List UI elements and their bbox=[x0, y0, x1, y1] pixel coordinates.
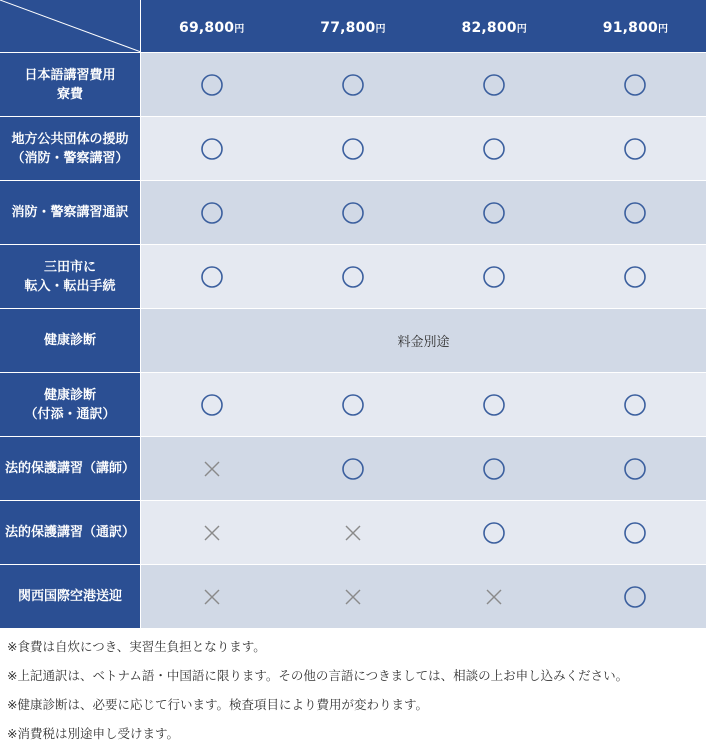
not-included-cross-icon bbox=[341, 521, 365, 545]
availability-cell bbox=[141, 437, 282, 501]
included-circle-icon bbox=[200, 137, 224, 161]
availability-cell bbox=[424, 565, 565, 629]
availability-cell bbox=[424, 373, 565, 437]
availability-cell bbox=[565, 117, 706, 181]
not-included-cross-icon bbox=[200, 585, 224, 609]
included-circle-icon bbox=[482, 393, 506, 417]
availability-cell bbox=[141, 245, 282, 309]
included-circle-icon bbox=[623, 457, 647, 481]
availability-cell bbox=[282, 565, 423, 629]
not-included-cross-icon bbox=[341, 585, 365, 609]
included-circle-icon bbox=[623, 521, 647, 545]
availability-cell bbox=[282, 117, 423, 181]
price-unit: 円 bbox=[516, 23, 527, 35]
price-header bbox=[565, 0, 706, 53]
diagonal-divider bbox=[0, 0, 141, 52]
row-label: 三田市に 転入・転出手続 bbox=[0, 245, 141, 309]
availability-cell bbox=[424, 437, 565, 501]
row-label: 日本語講習費用 寮費 bbox=[0, 53, 141, 117]
included-circle-icon bbox=[482, 137, 506, 161]
included-circle-icon bbox=[341, 265, 365, 289]
not-included-cross-icon bbox=[200, 457, 224, 481]
price-amount: 77,800 bbox=[320, 19, 376, 36]
table-row bbox=[0, 117, 706, 181]
included-circle-icon bbox=[623, 393, 647, 417]
included-circle-icon bbox=[341, 393, 365, 417]
pricing-table-body bbox=[0, 53, 706, 629]
table-row bbox=[0, 181, 706, 245]
availability-cell bbox=[565, 245, 706, 309]
availability-cell bbox=[282, 437, 423, 501]
availability-cell bbox=[282, 181, 423, 245]
availability-cell bbox=[141, 373, 282, 437]
price-header bbox=[141, 0, 282, 53]
included-circle-icon bbox=[623, 201, 647, 225]
row-label: 関西国際空港送迎 bbox=[0, 565, 141, 629]
availability-cell bbox=[565, 181, 706, 245]
row-label: 健康診断 （付添・通訳） bbox=[0, 373, 141, 437]
price-unit: 円 bbox=[234, 23, 245, 35]
table-row bbox=[0, 245, 706, 309]
included-circle-icon bbox=[200, 73, 224, 97]
availability-cell bbox=[141, 53, 282, 117]
price-unit: 円 bbox=[375, 23, 386, 35]
availability-cell bbox=[141, 501, 282, 565]
availability-cell bbox=[282, 245, 423, 309]
separate-fee-text: 料金別途 bbox=[397, 335, 450, 350]
included-circle-icon bbox=[200, 201, 224, 225]
availability-cell bbox=[282, 53, 423, 117]
included-circle-icon bbox=[482, 201, 506, 225]
included-circle-icon bbox=[623, 73, 647, 97]
included-circle-icon bbox=[482, 73, 506, 97]
availability-cell bbox=[424, 181, 565, 245]
availability-cell bbox=[565, 565, 706, 629]
availability-cell bbox=[565, 53, 706, 117]
availability-cell bbox=[141, 565, 282, 629]
price-header bbox=[424, 0, 565, 53]
price-header-row bbox=[0, 0, 706, 53]
not-included-cross-icon bbox=[200, 521, 224, 545]
table-row bbox=[0, 437, 706, 501]
included-circle-icon bbox=[482, 521, 506, 545]
note-item: ※食費は自炊につき、実習生負担となります。 bbox=[7, 639, 266, 654]
table-row bbox=[0, 309, 706, 373]
table-row bbox=[0, 565, 706, 629]
included-circle-icon bbox=[341, 137, 365, 161]
table-row bbox=[0, 373, 706, 437]
availability-cell bbox=[424, 117, 565, 181]
table-row bbox=[0, 53, 706, 117]
availability-cell bbox=[424, 245, 565, 309]
availability-cell bbox=[141, 117, 282, 181]
included-circle-icon bbox=[623, 137, 647, 161]
note-item: ※健康診断は、必要に応じて行います。検査項目により費用が変わります。 bbox=[7, 697, 428, 712]
included-circle-icon bbox=[623, 265, 647, 289]
included-circle-icon bbox=[341, 201, 365, 225]
price-unit: 円 bbox=[657, 23, 668, 35]
price-amount: 69,800 bbox=[179, 19, 235, 36]
included-circle-icon bbox=[200, 393, 224, 417]
included-circle-icon bbox=[341, 457, 365, 481]
price-amount: 82,800 bbox=[461, 19, 517, 36]
note-item: ※上記通訳は、ベトナム語・中国語に限ります。その他の言語につきましては、相談の上お申し込みください。 bbox=[7, 668, 629, 683]
availability-cell bbox=[424, 53, 565, 117]
row-label: 法的保護講習（講師） bbox=[0, 437, 141, 501]
availability-cell bbox=[424, 501, 565, 565]
notes-list bbox=[7, 637, 707, 753]
included-circle-icon bbox=[341, 73, 365, 97]
availability-cell bbox=[282, 501, 423, 565]
row-label: 地方公共団体の援助 （消防・警察講習） bbox=[0, 117, 141, 181]
row-label: 消防・警察講習通訳 bbox=[0, 181, 141, 245]
corner-cell bbox=[0, 0, 141, 53]
availability-cell bbox=[565, 373, 706, 437]
availability-cell bbox=[282, 373, 423, 437]
included-circle-icon bbox=[482, 457, 506, 481]
spanned-cell bbox=[141, 309, 706, 373]
availability-cell bbox=[565, 501, 706, 565]
included-circle-icon bbox=[623, 585, 647, 609]
included-circle-icon bbox=[200, 265, 224, 289]
included-circle-icon bbox=[482, 265, 506, 289]
row-label: 健康診断 bbox=[0, 309, 141, 373]
table-row bbox=[0, 501, 706, 565]
row-label: 法的保護講習（通訳） bbox=[0, 501, 141, 565]
price-header bbox=[282, 0, 423, 53]
price-amount: 91,800 bbox=[602, 19, 658, 36]
availability-cell bbox=[141, 181, 282, 245]
note-item: ※消費税は別途申し受けます。 bbox=[7, 726, 179, 741]
availability-cell bbox=[565, 437, 706, 501]
not-included-cross-icon bbox=[482, 585, 506, 609]
